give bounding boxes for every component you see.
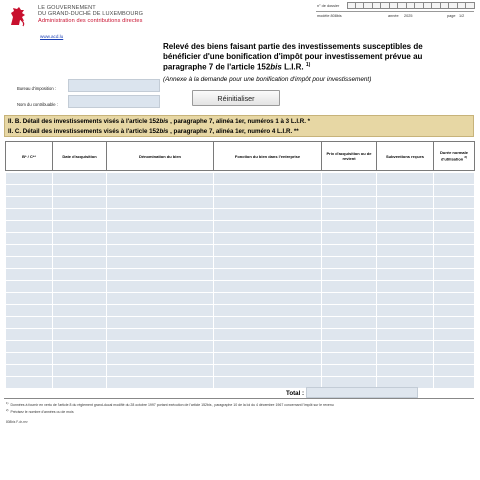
acquisition-date-cell-input[interactable] bbox=[53, 317, 107, 329]
asset-name-cell-input[interactable] bbox=[107, 377, 214, 389]
title-line-1: Relevé des biens faisant partie des investissements susceptibles de bbox=[163, 42, 423, 51]
acquisition-date-cell-input[interactable] bbox=[53, 221, 107, 233]
category-cell-input[interactable] bbox=[6, 269, 53, 281]
table-row bbox=[6, 185, 475, 197]
acquisition-date-cell-input[interactable] bbox=[53, 173, 107, 185]
bureau-input[interactable] bbox=[68, 79, 160, 92]
useful-life-cell-input[interactable] bbox=[434, 377, 475, 389]
title-line-2: bénéficier d'une bonification d'impôt pour investissement prévue au bbox=[163, 51, 423, 61]
useful-life-cell-input[interactable] bbox=[434, 341, 475, 353]
useful-life-cell-input[interactable] bbox=[434, 329, 475, 341]
subsidies-cell-input[interactable] bbox=[377, 173, 434, 185]
asset-name-cell-input[interactable] bbox=[107, 173, 214, 185]
category-cell-input[interactable] bbox=[6, 245, 53, 257]
total-label: Total : bbox=[286, 390, 305, 397]
category-cell-input[interactable] bbox=[6, 317, 53, 329]
government-name bbox=[38, 5, 143, 24]
subsidies-cell-input[interactable] bbox=[377, 269, 434, 281]
asset-name-cell-input[interactable] bbox=[107, 365, 214, 377]
table-row bbox=[6, 245, 475, 257]
bureau-label: Bureau d'imposition : bbox=[17, 86, 56, 91]
dossier-header bbox=[316, 1, 474, 21]
table-row bbox=[6, 353, 475, 365]
acquisition-date-cell-input[interactable] bbox=[53, 293, 107, 305]
table-body bbox=[6, 171, 475, 389]
asset-function-cell-input[interactable] bbox=[214, 329, 322, 341]
dossier-number-label: n° de dossier bbox=[317, 4, 340, 8]
category-cell-input[interactable] bbox=[6, 305, 53, 317]
asset-name-cell-input[interactable] bbox=[107, 329, 214, 341]
footnote-ref-2: 2) bbox=[464, 155, 468, 160]
gov-line-3: Administration des contributions directes bbox=[38, 17, 143, 24]
table-row bbox=[6, 221, 475, 233]
header-asset-name: Dénomination du bien bbox=[107, 142, 214, 171]
table-row bbox=[6, 329, 475, 341]
gov-line-1: LE GOUVERNEMENT bbox=[38, 5, 96, 11]
asset-name-cell-input[interactable] bbox=[107, 221, 214, 233]
acquisition-price-cell-input[interactable] bbox=[322, 185, 377, 197]
asset-name-cell-input[interactable] bbox=[107, 353, 214, 365]
table-row bbox=[6, 197, 475, 209]
website-link[interactable]: www.acd.lu bbox=[40, 34, 64, 39]
asset-function-cell-input[interactable] bbox=[214, 293, 322, 305]
category-cell-input[interactable] bbox=[6, 209, 53, 221]
asset-function-cell-input[interactable] bbox=[214, 209, 322, 221]
table-row bbox=[6, 341, 475, 353]
subsidies-cell-input[interactable] bbox=[377, 245, 434, 257]
asset-name-cell-input[interactable] bbox=[107, 305, 214, 317]
useful-life-cell-input[interactable] bbox=[434, 305, 475, 317]
asset-name-cell-input[interactable] bbox=[107, 269, 214, 281]
header-acquisition-date: Date d'acquisition bbox=[53, 142, 107, 171]
investments-table bbox=[5, 141, 475, 389]
subsidies-cell-input[interactable] bbox=[377, 365, 434, 377]
asset-function-cell-input[interactable] bbox=[214, 317, 322, 329]
footnote-2: $^{2)}$Précisez le nombre d'années ou de mois bbox=[6, 408, 74, 415]
acquisition-price-cell-input[interactable] bbox=[322, 365, 377, 377]
category-cell-input[interactable] bbox=[6, 377, 53, 389]
acquisition-date-cell-input[interactable] bbox=[53, 197, 107, 209]
subsidies-cell-input[interactable] bbox=[377, 305, 434, 317]
category-cell-input[interactable] bbox=[6, 233, 53, 245]
useful-life-cell-input[interactable] bbox=[434, 185, 475, 197]
header-useful-life: Durée normale d'utilisation $^{2)}$ bbox=[434, 142, 475, 171]
acquisition-date-cell-input[interactable] bbox=[53, 245, 107, 257]
acquisition-date-cell-input[interactable] bbox=[53, 233, 107, 245]
form-reference: 808bis F-dr-rev bbox=[6, 420, 28, 424]
table-header-row bbox=[6, 142, 475, 171]
useful-life-cell-input[interactable] bbox=[434, 317, 475, 329]
category-cell-input[interactable] bbox=[6, 257, 53, 269]
title-line-3: paragraphe 7 de l'article 152bis L.I.R. $^{1)}$ bbox=[163, 62, 311, 72]
asset-name-cell-input[interactable] bbox=[107, 209, 214, 221]
asset-name-cell-input[interactable] bbox=[107, 341, 214, 353]
section-band bbox=[4, 115, 474, 137]
asset-function-cell-input[interactable] bbox=[214, 353, 322, 365]
asset-function-cell-input[interactable] bbox=[214, 305, 322, 317]
acquisition-price-cell-input[interactable] bbox=[322, 269, 377, 281]
luxembourg-lion-crest-icon bbox=[7, 5, 29, 27]
subsidies-cell-input[interactable] bbox=[377, 209, 434, 221]
category-cell-input[interactable] bbox=[6, 185, 53, 197]
table-row bbox=[6, 209, 475, 221]
useful-life-cell-input[interactable] bbox=[434, 353, 475, 365]
acquisition-date-cell-input[interactable] bbox=[53, 185, 107, 197]
header-subsidies: Subventions reçues bbox=[377, 142, 434, 171]
table-row bbox=[6, 269, 475, 281]
acquisition-date-cell-input[interactable] bbox=[53, 209, 107, 221]
total-input[interactable] bbox=[306, 387, 418, 398]
asset-function-cell-input[interactable] bbox=[214, 257, 322, 269]
acquisition-price-cell-input[interactable] bbox=[322, 305, 377, 317]
table-row bbox=[6, 365, 475, 377]
acquisition-date-cell-input[interactable] bbox=[53, 341, 107, 353]
useful-life-cell-input[interactable] bbox=[434, 365, 475, 377]
acquisition-price-cell-input[interactable] bbox=[322, 353, 377, 365]
year-value: 2025 bbox=[404, 14, 413, 18]
asset-function-cell-input[interactable] bbox=[214, 245, 322, 257]
asset-function-cell-input[interactable] bbox=[214, 185, 322, 197]
table-row bbox=[6, 173, 475, 185]
header-category: B* / C** bbox=[6, 142, 53, 171]
acquisition-price-cell-input[interactable] bbox=[322, 197, 377, 209]
acquisition-date-cell-input[interactable] bbox=[53, 329, 107, 341]
category-cell-input[interactable] bbox=[6, 221, 53, 233]
acquisition-date-cell-input[interactable] bbox=[53, 377, 107, 389]
header-asset-function: Fonction du bien dans l'entreprise bbox=[214, 142, 322, 171]
category-cell-input[interactable] bbox=[6, 281, 53, 293]
useful-life-cell-input[interactable] bbox=[434, 257, 475, 269]
asset-function-cell-input[interactable] bbox=[214, 233, 322, 245]
asset-name-cell-input[interactable] bbox=[107, 185, 214, 197]
table-row bbox=[6, 317, 475, 329]
form-subtitle: (Annexe à la demande pour une bonification d'impôt pour investissement) bbox=[163, 76, 372, 83]
subsidies-cell-input[interactable] bbox=[377, 281, 434, 293]
acquisition-price-cell-input[interactable] bbox=[322, 221, 377, 233]
asset-name-cell-input[interactable] bbox=[107, 197, 214, 209]
form-title bbox=[163, 42, 463, 72]
asset-function-cell-input[interactable] bbox=[214, 221, 322, 233]
page-label: page bbox=[447, 14, 456, 18]
contribuable-label: Nom du contribuable : bbox=[17, 102, 58, 107]
asset-name-cell-input[interactable] bbox=[107, 293, 214, 305]
subsidies-cell-input[interactable] bbox=[377, 257, 434, 269]
subsidies-cell-input[interactable] bbox=[377, 197, 434, 209]
section-b-heading: II. B. Détail des investissements visés à l'article 152bis , paragraphe 7, alinéa 1er, numéros 1 à 3 L.I.R. * bbox=[8, 118, 311, 125]
category-cell-input[interactable] bbox=[6, 173, 53, 185]
asset-name-cell-input[interactable] bbox=[107, 233, 214, 245]
acquisition-date-cell-input[interactable] bbox=[53, 365, 107, 377]
category-cell-input[interactable] bbox=[6, 329, 53, 341]
acquisition-price-cell-input[interactable] bbox=[322, 245, 377, 257]
category-cell-input[interactable] bbox=[6, 341, 53, 353]
asset-function-cell-input[interactable] bbox=[214, 365, 322, 377]
year-label: année bbox=[388, 14, 399, 18]
acquisition-price-cell-input[interactable] bbox=[322, 209, 377, 221]
useful-life-cell-input[interactable] bbox=[434, 269, 475, 281]
acquisition-price-cell-input[interactable] bbox=[322, 293, 377, 305]
acquisition-price-cell-input[interactable] bbox=[322, 341, 377, 353]
asset-function-cell-input[interactable] bbox=[214, 269, 322, 281]
table-row bbox=[6, 305, 475, 317]
subsidies-cell-input[interactable] bbox=[377, 221, 434, 233]
section-c-heading: II. C. Détail des investissements visés à l'article 152bis , paragraphe 7, alinéa 1er, numéro 4 L.I.R. ** bbox=[8, 128, 299, 135]
asset-name-cell-input[interactable] bbox=[107, 245, 214, 257]
acquisition-price-cell-input[interactable] bbox=[322, 233, 377, 245]
model-label: modèle 808bis bbox=[317, 14, 342, 18]
useful-life-cell-input[interactable] bbox=[434, 293, 475, 305]
useful-life-cell-input[interactable] bbox=[434, 197, 475, 209]
header-acquisition-price: Prix d'acquisition ou de revient bbox=[322, 142, 377, 171]
asset-function-cell-input[interactable] bbox=[214, 281, 322, 293]
subsidies-cell-input[interactable] bbox=[377, 233, 434, 245]
useful-life-cell-input[interactable] bbox=[434, 281, 475, 293]
table-row bbox=[6, 257, 475, 269]
dossier-number-input[interactable] bbox=[347, 2, 475, 9]
asset-name-cell-input[interactable] bbox=[107, 317, 214, 329]
total-divider bbox=[4, 398, 474, 399]
useful-life-cell-input[interactable] bbox=[434, 209, 475, 221]
page-number: 1/2 bbox=[459, 14, 465, 18]
table-row bbox=[6, 293, 475, 305]
asset-function-cell-input[interactable] bbox=[214, 173, 322, 185]
table-row bbox=[6, 233, 475, 245]
category-cell-input[interactable] bbox=[6, 197, 53, 209]
category-cell-input[interactable] bbox=[6, 353, 53, 365]
category-cell-input[interactable] bbox=[6, 365, 53, 377]
acquisition-price-cell-input[interactable] bbox=[322, 257, 377, 269]
acquisition-date-cell-input[interactable] bbox=[53, 257, 107, 269]
acquisition-price-cell-input[interactable] bbox=[322, 329, 377, 341]
table-row bbox=[6, 281, 475, 293]
useful-life-cell-input[interactable] bbox=[434, 173, 475, 185]
subsidies-cell-input[interactable] bbox=[377, 329, 434, 341]
asset-name-cell-input[interactable] bbox=[107, 281, 214, 293]
reset-button[interactable]: Réinitialiser bbox=[192, 90, 280, 106]
subsidies-cell-input[interactable] bbox=[377, 185, 434, 197]
useful-life-cell-input[interactable] bbox=[434, 233, 475, 245]
acquisition-price-cell-input[interactable] bbox=[322, 173, 377, 185]
footnote-ref-1: 1) bbox=[305, 62, 311, 69]
acquisition-price-cell-input[interactable] bbox=[322, 281, 377, 293]
acquisition-date-cell-input[interactable] bbox=[53, 305, 107, 317]
category-cell-input[interactable] bbox=[6, 293, 53, 305]
acquisition-price-cell-input[interactable] bbox=[322, 317, 377, 329]
subsidies-cell-input[interactable] bbox=[377, 293, 434, 305]
footnote-1: $^{1)}$Données à fournir en vertu de l'article 8 du règlement grand-ducal modifié du 28 octobre 1997 portant exécution de l'article 152bis , paragraphe 10 de la loi du 4 décembre 1967 concernant l'impôt sur le revenu bbox=[6, 401, 334, 408]
acquisition-date-cell-input[interactable] bbox=[53, 269, 107, 281]
contribuable-input[interactable] bbox=[68, 95, 160, 108]
acquisition-date-cell-input[interactable] bbox=[53, 281, 107, 293]
asset-function-cell-input[interactable] bbox=[214, 341, 322, 353]
subsidies-cell-input[interactable] bbox=[377, 341, 434, 353]
acquisition-date-cell-input[interactable] bbox=[53, 353, 107, 365]
useful-life-cell-input[interactable] bbox=[434, 245, 475, 257]
subsidies-cell-input[interactable] bbox=[377, 353, 434, 365]
asset-function-cell-input[interactable] bbox=[214, 197, 322, 209]
subsidies-cell-input[interactable] bbox=[377, 317, 434, 329]
asset-name-cell-input[interactable] bbox=[107, 257, 214, 269]
gov-line-2: DU GRAND-DUCHÉ DE LUXEMBOURG bbox=[38, 11, 144, 18]
useful-life-cell-input[interactable] bbox=[434, 221, 475, 233]
